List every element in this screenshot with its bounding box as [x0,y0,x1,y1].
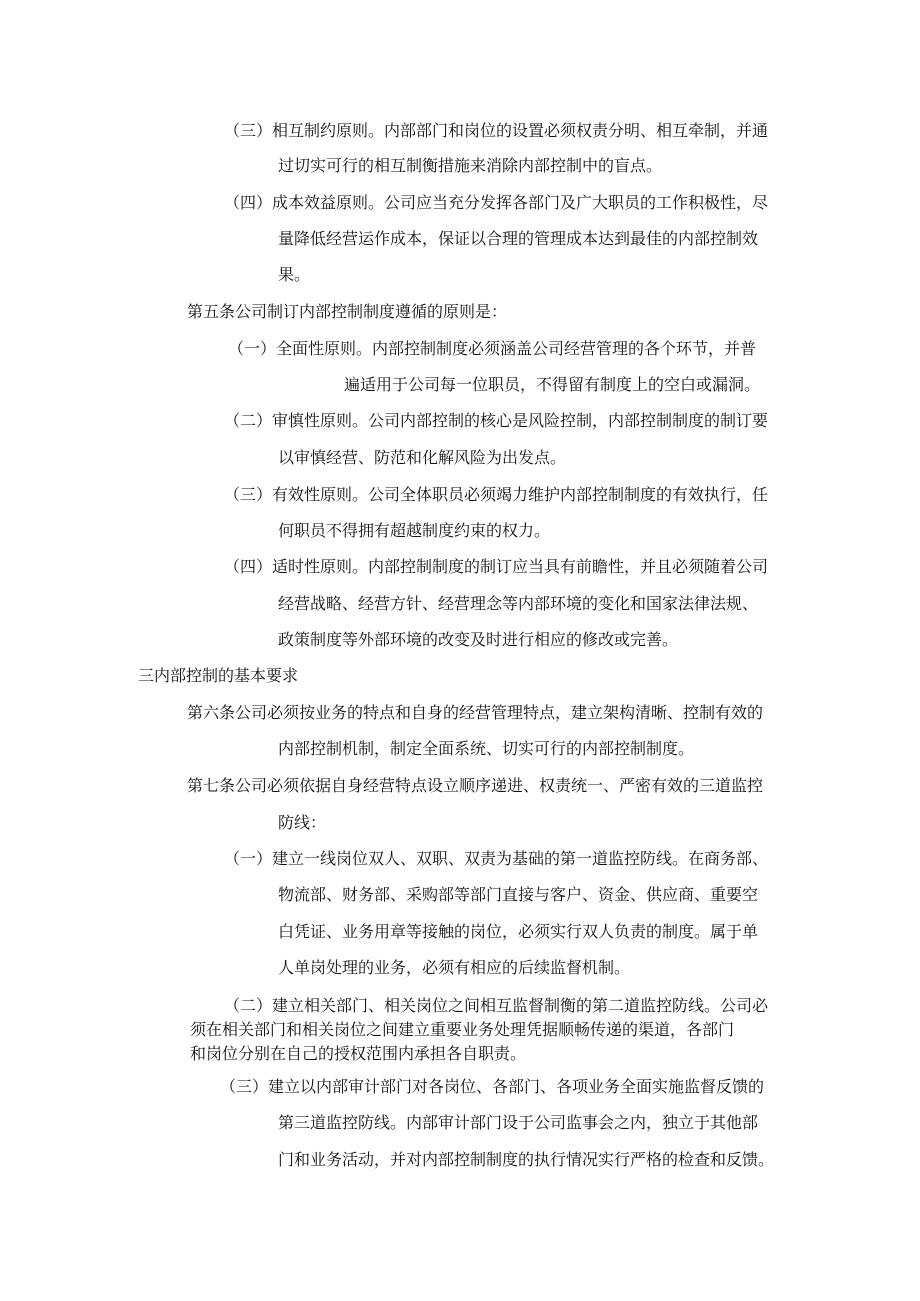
principle-2-line-1: （二）审慎性原则。公司内部控制的核心是风险控制，内部控制制度的制订要 [224,411,769,430]
article-6-line-1: 第六条公司必须按业务的特点和自身的经营管理特点，建立架构清晰、控制有效的 [187,703,764,722]
clause-4-line-2: 量降低经营运作成本，保证以合理的管理成本达到最佳的内部控制效 [278,229,759,248]
principle-4-line-1: （四）适时性原则。内部控制制度的制订应当具有前瞻性，并且必须随着公司 [224,557,769,576]
principle-1-line-2: 遍适用于公司每一位职员，不得留有制度上的空白或漏洞。 [344,375,761,394]
article-7-line-1: 第七条公司必须依据自身经营特点设立顺序递进、权责统一、严密有效的三道监控 [187,776,764,795]
defense-1-line-3: 白凭证、业务用章等接触的岗位，必须实行双人负责的制度。属于单 [278,922,759,941]
principle-4-line-2: 经营战略、经营方针、经营理念等内部环境的变化和国家法律法规、 [278,594,759,613]
article-7-line-2: 防线： [278,813,327,832]
article-5-heading: 第五条公司制订内部控制制度遵循的原则是： [187,302,508,321]
principle-3-line-1: （三）有效性原则。公司全体职员必须竭力维护内部控制制度的有效执行，任 [224,485,769,504]
defense-2-line-3: 和岗位分别在自己的授权范围内承担各自职责。 [190,1044,527,1063]
clause-3-line-2: 过切实可行的相互制衡措施来消除内部控制中的盲点。 [278,156,663,175]
clause-4-line-1: （四）成本效益原则。公司应当充分发挥各部门及广大职员的工作积极性，尽 [224,193,769,212]
clause-3-line-1: （三）相互制约原则。内部部门和岗位的设置必须权责分明、相互牵制，并通 [224,121,769,140]
principle-3-line-2: 何职员不得拥有超越制度约束的权力。 [278,521,551,540]
article-6-line-2: 内部控制机制，制定全面系统、切实可行的内部控制制度。 [278,739,695,758]
defense-1-line-4: 人单岗处理的业务，必须有相应的后续监督机制。 [278,958,631,977]
section-3-heading: 三内部控制的基本要求 [138,666,299,685]
principle-2-line-2: 以审慎经营、防范和化解风险为出发点。 [278,448,567,467]
defense-3-line-3: 门和业务活动，并对内部控制制度的执行情况实行严格的检查和反馈。 [278,1150,775,1169]
defense-2-line-1: （二）建立相关部门、相关岗位之间相互监督制衡的第二道监控防线。公司必 [224,996,769,1015]
defense-1-line-2: 物流部、财务部、采购部等部门直接与客户、资金、供应商、重要空 [278,885,759,904]
principle-1-line-1: （一）全面性原则。内部控制制度必须涵盖公司经营管理的各个环节，并普 [228,339,757,358]
defense-1-line-1: （一）建立一线岗位双人、双职、双责为基础的第一道监控防线。在商务部、 [224,849,769,868]
defense-3-line-2: 第三道监控防线。内部审计部门设于公司监事会之内，独立于其他部 [278,1113,759,1132]
principle-4-line-3: 政策制度等外部环境的改变及时进行相应的修改或完善。 [278,630,679,649]
clause-4-line-3: 果。 [278,265,311,284]
defense-3-line-1: （三）建立以内部审计部门对各岗位、各部门、各项业务全面实施监督反馈的 [220,1077,765,1096]
defense-2-line-2: 须在相关部门和相关岗位之间建立重要业务处理凭据顺畅传递的渠道，各部门 [190,1020,735,1039]
